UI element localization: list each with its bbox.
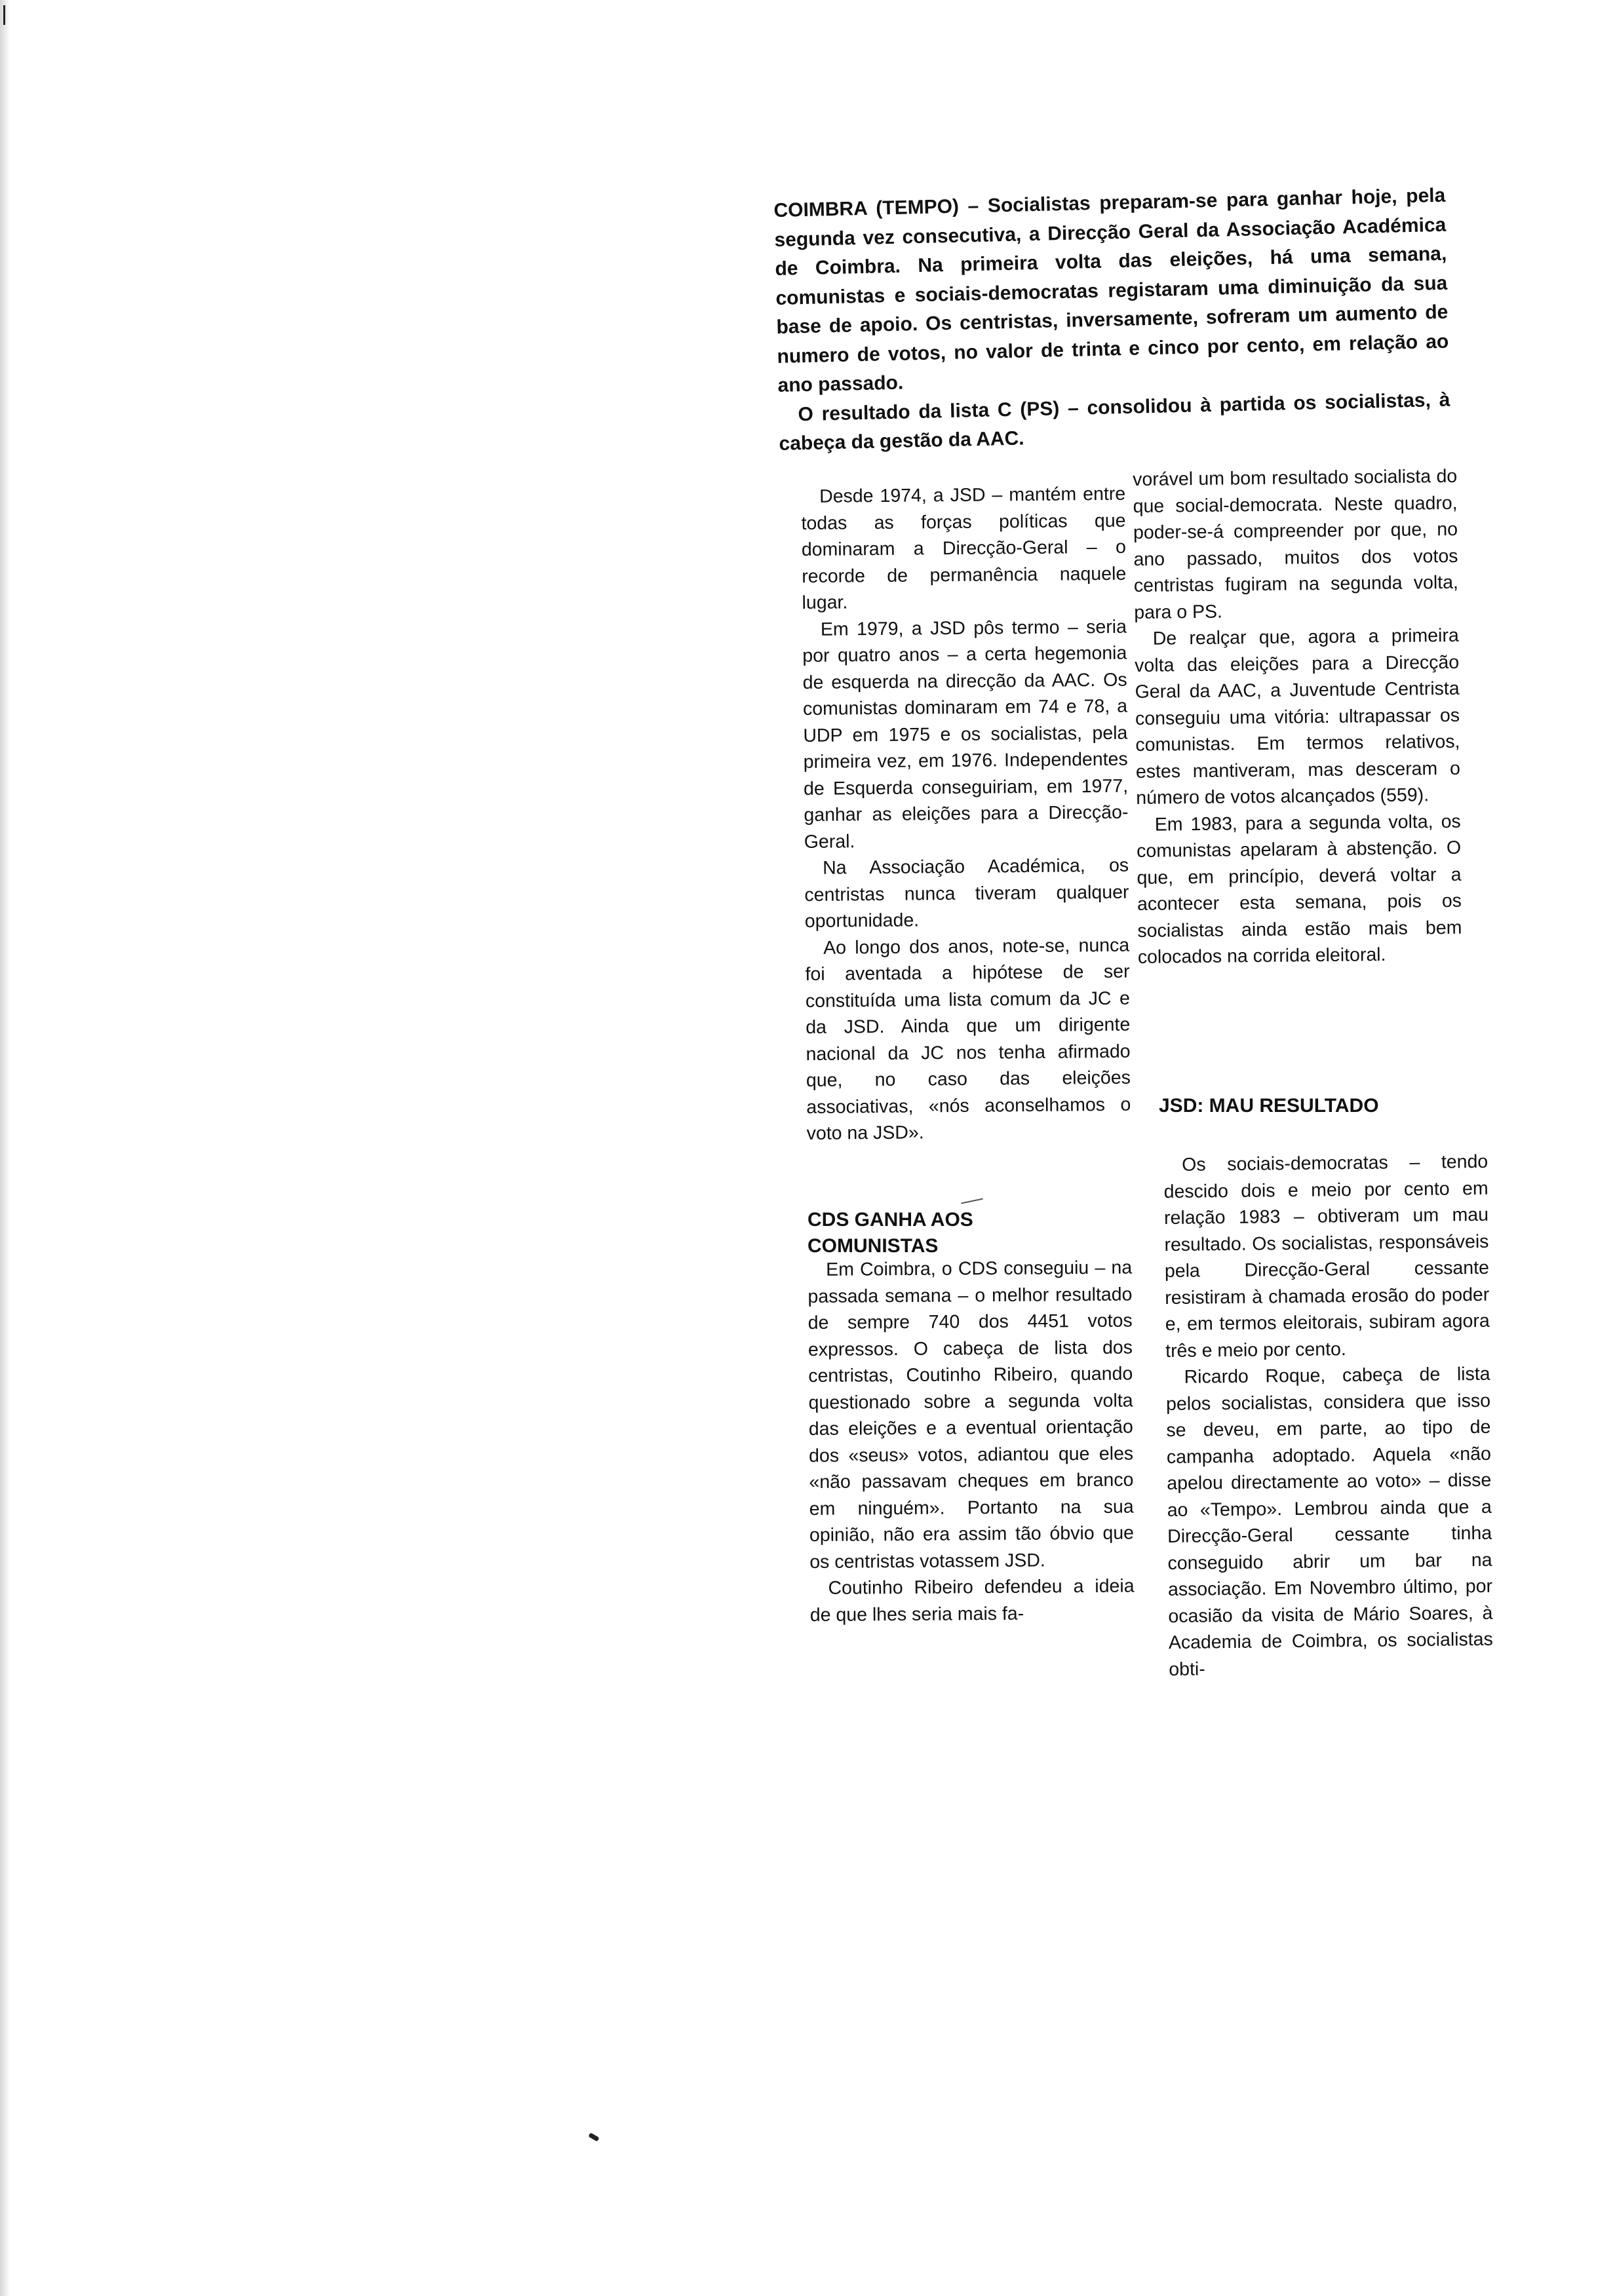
column-left-bottom — [808, 1255, 1135, 1628]
article-paragraph: Em 1979, a JSD pôs termo – seria por quatro anos – a certa hegemonia de esquerda na direcção da AAC. Os comunistas dominaram em 74 e 78, a UDP em 1975 e os socialistas, pela primeira vez, em 1976. Independentes de Esquerda conseguiriam, em 1977, ganhar as eleições para a Direcção-Geral. — [802, 616, 1129, 852]
article-paragraph: Em Coimbra, o CDS conseguiu – na passada semana – o melhor resultado de sempre 740 dos 4451 votos expressos. O cabeça de lista dos centristas, Coutinho Ribeiro, quando questionado sobre a segunda volta das eleições e a eventual orientação dos «seus» votos, adiantou que eles «não passavam cheques em branco em ninguém». Portanto na sua opinião, não era assim tão óbvio que os centristas votassem JSD. — [808, 1257, 1135, 1573]
pen-stroke-mark — [961, 1198, 983, 1204]
lead-para-1: COIMBRA (TEMPO) – Socialistas preparam-se para ganhar hoje, pela segunda vez consecutiva, a Direcção Geral da Associação Académica de Coimbra. Na primeira volta das eleições, há uma semana, comunistas e sociais-democratas registaram uma diminuição da sua base de apoio. Os centristas, inversamente, sofreram um aumento de numero de votos, no valor de trinta e cinco por cento, em relação ao ano passado. — [773, 184, 1449, 396]
subheading-cds: CDS GANHA AOS COMUNISTAS — [808, 1209, 973, 1257]
column-right-bottom — [1163, 1149, 1493, 1683]
column-left-top — [801, 481, 1131, 1147]
article-paragraph: Ricardo Roque, cabeça de lista pelos socialistas, considera que isso se deveu, em parte, ao tipo de campanha adoptado. Aquela «não apelou directamente ao voto» – disse ao «Tempo». Lembrou ainda que a Direcção-Geral cessante tinha conseguido abrir um bar na associação. Em Novembro último, por ocasião da visita de Mário Soares, à Academia de Coimbra, os socialistas obti- — [1165, 1363, 1493, 1680]
scan-edge-mark — [3, 5, 5, 25]
article-paragraph: De realçar que, agora a primeira volta das eleições para a Direcção Geral da AAC, a Juventude Centrista conseguiu uma vitória: ultrapassar os comunistas. Em termos relativos, estes mantiveram, mas desceram o número de votos alcançados (559). — [1135, 624, 1461, 809]
scan-edge-shadow — [0, 0, 10, 2296]
article-paragraph: Ao longo dos anos, note-se, nunca foi aventada a hipótese de ser constituída uma lista comum da JC e da JSD. Ainda que um dirigente nacional da JC nos tenha afirmado que, no caso das eleições associativas, «nós aconselhamos o voto na JSD». — [805, 934, 1131, 1144]
article-paragraph: vorável um bom resultado socialista do que social-democrata. Neste quadro, poder-se-á compreender por que, no ano passado, muitos dos votos centristas fugiram na segunda volta, para o PS. — [1133, 465, 1459, 623]
column-right-top — [1133, 463, 1462, 971]
article-paragraph: Desde 1974, a JSD – mantém entre todas as forças políticas que dominaram a Direcção-Geral – o recorde de permanência naquele lugar. — [801, 483, 1127, 613]
subheading-jsd: JSD: MAU RESULTADO — [1159, 1095, 1379, 1117]
ink-speck — [588, 2132, 599, 2141]
article-paragraph: Coutinho Ribeiro defendeu a ideia de que lhes seria mais fa- — [809, 1575, 1135, 1626]
article-paragraph: Os sociais-democratas – tendo descido dois e meio por cento em relação 1983 – obtiveram um mau resultado. Os socialistas, responsáveis pela Direcção-Geral cessante resistiram à chamada erosão do poder e, em termos eleitorais, subiram agora três e meio por cento. — [1163, 1151, 1490, 1362]
article-paragraph: Na Associação Académica, os centristas nunca tiveram qualquer oportunidade. — [804, 854, 1129, 932]
lead-paragraph — [773, 182, 1451, 459]
lead-para-2: O resultado da lista C (PS) – consolidou à partida os socialistas, à cabeça da gestão da AAC. — [779, 389, 1450, 455]
article-paragraph: Em 1983, para a segunda volta, os comunistas apelaram à abstenção. O que, em princípio, deverá voltar a acontecer esta semana, pois os socialistas ainda estão mais bem colocados na corrida eleitoral. — [1136, 811, 1462, 968]
